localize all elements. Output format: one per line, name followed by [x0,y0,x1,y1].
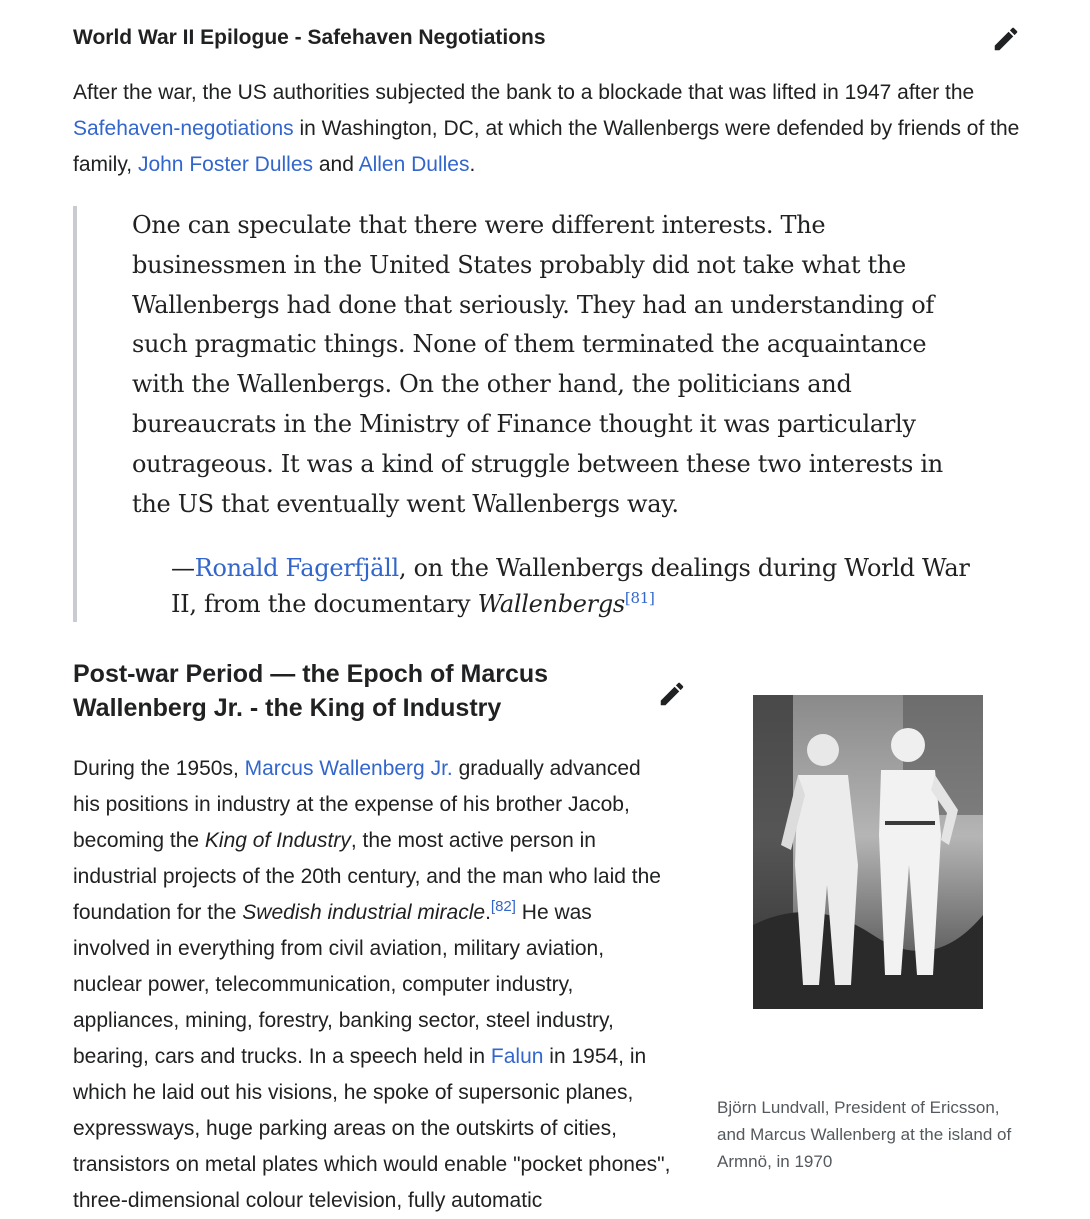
photo-two-men [753,695,983,1009]
figure-caption: Björn Lundvall, President of Ericsson, and Marcus Wallenberg at the island of Armnö, in 1970 [717,1098,1012,1171]
quote-attribution [171,550,971,622]
quote-dash: — [171,554,195,582]
blockquote [73,206,1027,622]
link-john-foster-dulles[interactable]: John Foster Dulles [137,153,314,176]
figure-photo[interactable] [753,695,983,1009]
link-safehaven-negotiations[interactable]: Safehaven-negotiations [73,117,294,140]
text-run: During the 1950s, [73,757,245,780]
emphasis-king-of-industry: King of Industry [204,829,351,852]
reference-82[interactable]: [82] [490,898,516,915]
text-run: He was involved in everything from civil aviation, military aviation, nuclear power, telecommunication, computer industry, appliances, mining, forestry, banking sector, steel industry, bearing, cars and trucks. In a speech held in [73,901,614,1068]
link-allen-dulles[interactable]: Allen Dulles [358,153,470,176]
section-heading-safehaven: World War II Epilogue - Safehaven Negotiations [73,26,546,49]
link-marcus-wallenberg-jr[interactable]: Marcus Wallenberg Jr. [244,757,453,780]
text-run: After the war, the US authorities subjected the bank to a blockade that was lifted in 1947 after the [73,81,975,104]
section-heading-post-war: Post-war Period — the Epoch of Marcus Wallenberg Jr. - the King of Industry [73,660,549,722]
text-run: . [469,153,476,176]
paragraph-post-war [73,751,673,1219]
text-run: in 1954, in which he laid out his visions, he spoke of supersonic planes, expressways, huge parking areas on the outskirts of cities, transistors on metal plates which would enable "pocket phones", three-dimensional colour television, fully automatic [73,1045,671,1212]
text-run: gradually advanced his positions in industry at the expense of his brother Jacob, becoming the [73,757,641,852]
text-run: , the most active person in industrial projects of the 20th century, and the man who laid the foundation for the [73,829,661,924]
text-run: . [485,901,491,924]
quote-text: One can speculate that there were different interests. The businessmen in the United States probably did not take what the Wallenbergs had done that seriously. They had an understanding of such pragmatic things. None of them terminated the acquaintance with the Wallenbergs. On the other hand, the politicians and bureaucrats in the Ministry of Finance thought it was particularly outrageous. It was a kind of struggle between these two interests in the US that eventually went Wallenbergs way. [132,211,943,518]
emphasis-swedish-miracle: Swedish industrial miracle [242,901,486,924]
text-run: and [313,153,359,176]
edit-section-pencil-icon[interactable] [657,679,687,709]
link-ronald-fagerfjall[interactable]: Ronald Fagerfjäll [194,554,399,582]
link-falun[interactable]: Falun [490,1045,544,1068]
reference-81[interactable]: [81] [624,589,655,607]
text-run: in Washington, DC, at which the Wallenbergs were defended by friends of the family, [73,117,1020,176]
paragraph-safehaven [73,75,1023,183]
edit-section-pencil-icon[interactable] [991,24,1021,54]
text-run: , on the Wallenbergs dealings during World War II, from the documentary [171,554,970,618]
documentary-title: Wallenbergs [477,590,625,618]
